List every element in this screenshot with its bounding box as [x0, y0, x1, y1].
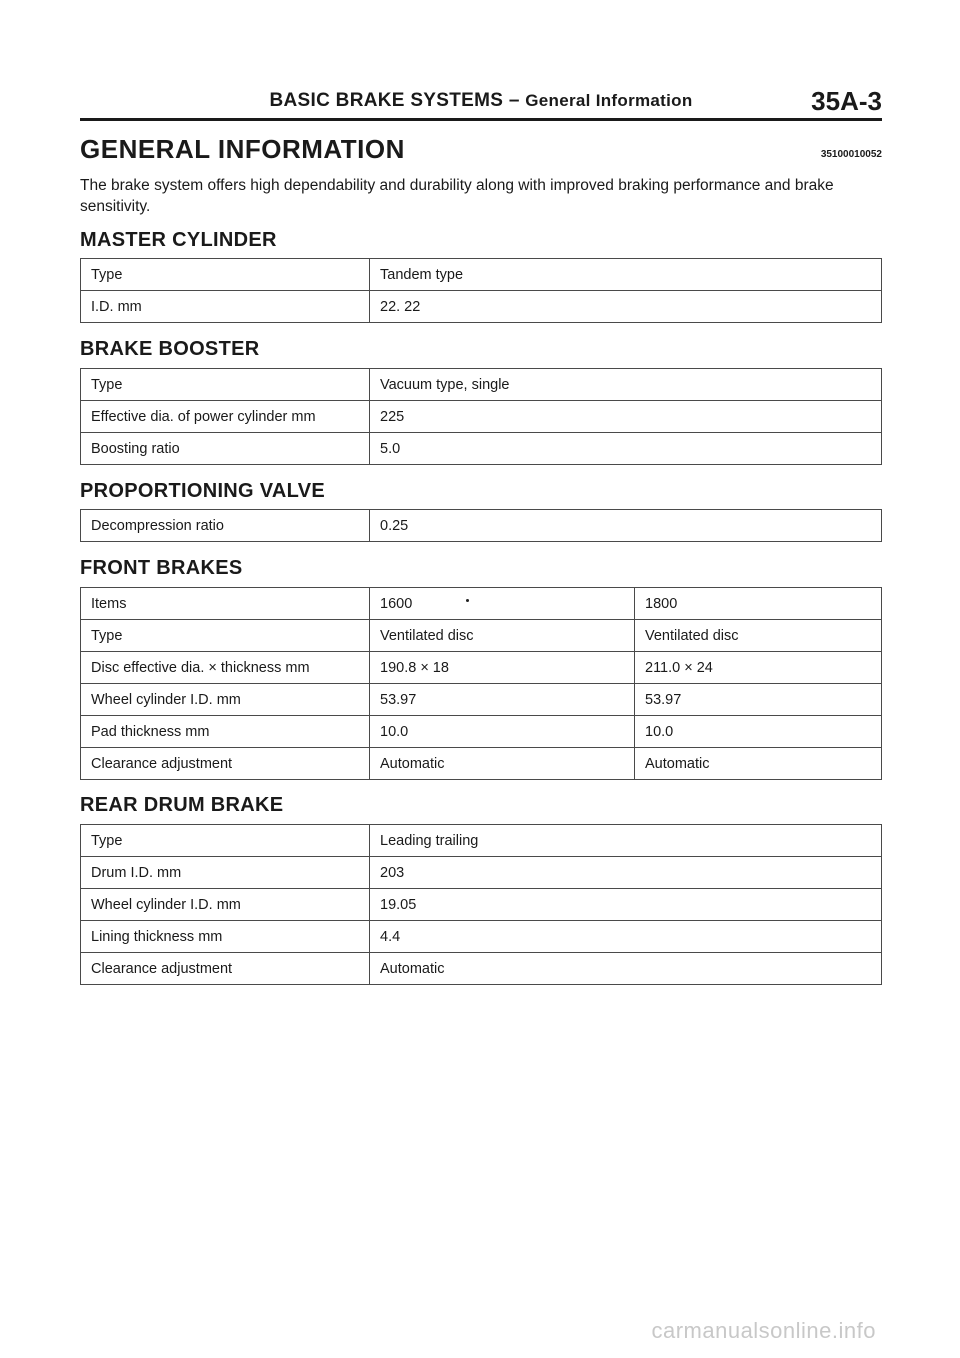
- table-row: [81, 433, 882, 465]
- table-cell: 190.8 × 18: [370, 652, 635, 684]
- table-cell: 5.0: [370, 433, 882, 465]
- table-cell: Vacuum type, single: [370, 369, 882, 401]
- table-cell: Wheel cylinder I.D. mm: [81, 889, 370, 921]
- table-row: [81, 748, 882, 780]
- table-cell: Items: [81, 588, 370, 620]
- section-title-rear-drum-brake: REAR DRUM BRAKE: [80, 794, 284, 816]
- table-cell: Drum I.D. mm: [81, 857, 370, 889]
- table-row: [81, 857, 882, 889]
- scan-dot: [466, 599, 469, 602]
- table-row: [81, 259, 882, 291]
- section-title-master-cylinder: MASTER CYLINDER: [80, 229, 277, 251]
- header-separator: –: [508, 90, 520, 111]
- table-row: [81, 291, 882, 323]
- table-cell: Boosting ratio: [81, 433, 370, 465]
- table-cell: 10.0: [635, 716, 882, 748]
- table-cell: Clearance adjustment: [81, 953, 370, 985]
- table-row: [81, 588, 882, 620]
- table-cell: 10.0: [370, 716, 635, 748]
- table-cell: Decompression ratio: [81, 510, 370, 542]
- rear-drum-brake-table: [80, 824, 882, 985]
- table-cell: Effective dia. of power cylinder mm: [81, 401, 370, 433]
- table-row: [81, 889, 882, 921]
- section-title-proportioning-valve: PROPORTIONING VALVE: [80, 480, 325, 502]
- front-brakes-table: [80, 587, 882, 780]
- table-row: [81, 716, 882, 748]
- table-cell: Type: [81, 369, 370, 401]
- table-cell: Automatic: [370, 748, 635, 780]
- table-row: [81, 620, 882, 652]
- table-cell: Tandem type: [370, 259, 882, 291]
- table-cell: 22. 22: [370, 291, 882, 323]
- table-cell: Pad thickness mm: [81, 716, 370, 748]
- table-row: [81, 652, 882, 684]
- master-cylinder-table: [80, 258, 882, 323]
- section-title-front-brakes: FRONT BRAKES: [80, 557, 243, 579]
- main-title: GENERAL INFORMATION: [80, 134, 405, 164]
- table-cell: Lining thickness mm: [81, 921, 370, 953]
- table-cell: Automatic: [370, 953, 882, 985]
- table-cell: Clearance adjustment: [81, 748, 370, 780]
- section-title-brake-booster: BRAKE BOOSTER: [80, 338, 260, 360]
- header-title: [80, 90, 882, 112]
- table-cell: Type: [81, 259, 370, 291]
- table-cell: 1800: [635, 588, 882, 620]
- page-number: 35A-3: [811, 86, 882, 116]
- table-cell: Type: [81, 620, 370, 652]
- header-section-name: BASIC BRAKE SYSTEMS: [269, 90, 504, 111]
- header-subtitle: General Information: [525, 91, 693, 110]
- table-cell: Ventilated disc: [635, 620, 882, 652]
- table-row: [81, 684, 882, 716]
- table-cell: Ventilated disc: [370, 620, 635, 652]
- table-row: [81, 510, 882, 542]
- table-cell: Wheel cylinder I.D. mm: [81, 684, 370, 716]
- table-cell: 211.0 × 24: [635, 652, 882, 684]
- table-cell: 203: [370, 857, 882, 889]
- table-cell: Leading trailing: [370, 825, 882, 857]
- proportioning-valve-table: [80, 509, 882, 542]
- table-cell: 225: [370, 401, 882, 433]
- table-row: [81, 369, 882, 401]
- page-header: [80, 88, 882, 121]
- table-cell: 0.25: [370, 510, 882, 542]
- table-cell: Disc effective dia. × thickness mm: [81, 652, 370, 684]
- table-cell: 19.05: [370, 889, 882, 921]
- brake-booster-table: [80, 368, 882, 465]
- table-cell: I.D. mm: [81, 291, 370, 323]
- table-row: [81, 825, 882, 857]
- table-row: [81, 953, 882, 985]
- table-cell: 1600: [370, 588, 635, 620]
- table-cell: Type: [81, 825, 370, 857]
- table-row: [81, 401, 882, 433]
- table-cell: 53.97: [635, 684, 882, 716]
- document-code: 35100010052: [820, 149, 882, 160]
- table-row: [81, 921, 882, 953]
- watermark-text: carmanualsonline.info: [651, 1318, 876, 1343]
- intro-paragraph: The brake system offers high dependability and durability along with improved braking performance and brake sensitivity.: [80, 177, 834, 215]
- table-cell: 53.97: [370, 684, 635, 716]
- table-cell: 4.4: [370, 921, 882, 953]
- table-cell: Automatic: [635, 748, 882, 780]
